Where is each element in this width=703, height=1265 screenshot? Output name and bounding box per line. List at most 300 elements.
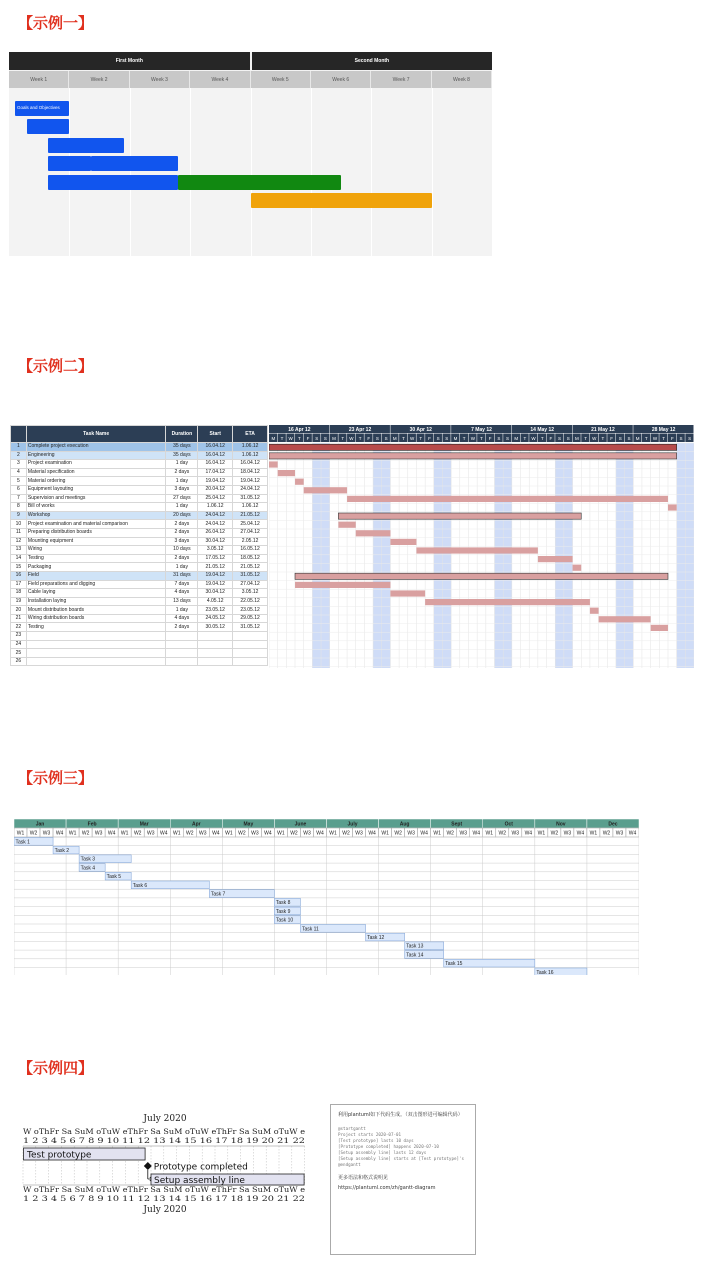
table-cell: 8	[11, 503, 27, 512]
weekend-column	[685, 443, 694, 668]
table-cell: 20.04.12	[198, 485, 233, 494]
day-letter: S	[323, 436, 327, 441]
week-label: W1	[433, 830, 441, 837]
month-label: May	[243, 821, 254, 828]
week-label: W1	[120, 830, 129, 837]
table-row[interactable]	[11, 511, 268, 520]
table-cell: 2 days	[166, 554, 198, 563]
table-row[interactable]	[11, 468, 268, 477]
week-label: W2	[602, 830, 611, 837]
task-bar	[15, 101, 69, 116]
table-cell: 21.05.12	[198, 563, 233, 572]
table-cell: 2	[11, 451, 27, 460]
table-cell: 31.05.12	[233, 494, 268, 503]
table-cell: Field	[26, 571, 166, 580]
table-cell: 3	[11, 460, 27, 469]
table-cell: 24.05.12	[198, 614, 233, 623]
table-row[interactable]	[11, 589, 268, 598]
table-cell: 3 days	[166, 485, 198, 494]
table-cell	[198, 632, 233, 641]
day-letter: F	[367, 436, 371, 441]
task-bar	[416, 547, 537, 553]
day-letter: S	[497, 436, 501, 441]
week-label: W2	[238, 830, 246, 837]
table-row[interactable]	[11, 520, 268, 529]
day-letter: M	[453, 436, 458, 441]
week-label: W2	[394, 830, 402, 837]
task-label: Task 2	[54, 848, 70, 854]
table-cell: 6	[11, 485, 27, 494]
table-cell: 25.04.12	[198, 494, 233, 503]
table-cell: 16	[11, 571, 27, 580]
table-cell: 18.05.12	[233, 554, 268, 563]
table-cell: 4	[11, 468, 27, 477]
grid-line	[190, 88, 191, 256]
week-label: W4	[472, 830, 480, 837]
table-cell: 17.05.12	[198, 554, 233, 563]
day-letter: M	[575, 436, 579, 441]
table-row[interactable]	[11, 546, 268, 555]
code-box	[330, 1104, 476, 1255]
week-header: Week 7	[371, 71, 431, 88]
code-box-link[interactable]: https://plantuml.com/zh/gantt-diagram	[338, 1185, 436, 1191]
table-row[interactable]	[11, 485, 268, 494]
table-cell: 27.04.12	[233, 528, 268, 537]
day-letter: F	[670, 436, 674, 441]
table-cell	[26, 649, 166, 658]
table-cell: 1 day	[166, 477, 198, 486]
table-cell: 24.04.12	[198, 511, 233, 520]
table-cell: 7	[11, 494, 27, 503]
table-cell: 22.05.12	[233, 597, 268, 606]
table-cell	[233, 632, 268, 641]
task-bar	[278, 470, 295, 476]
week-label: 30 Apr 12	[409, 427, 432, 433]
task-bar	[251, 193, 432, 208]
task-label: Task 14	[406, 952, 424, 959]
table-cell	[166, 657, 198, 666]
table-cell: 5	[11, 477, 27, 486]
task-bar	[91, 156, 179, 171]
table-row[interactable]	[11, 597, 268, 606]
table-cell: 25	[11, 649, 27, 658]
task-label: Task 6	[132, 882, 148, 889]
week-label: W3	[251, 830, 259, 837]
table-cell: 19.04.12	[198, 571, 233, 580]
gantt-example-3	[14, 819, 639, 975]
week-label: 21 May 12	[591, 427, 615, 433]
week-label: W1	[381, 830, 389, 837]
week-label: W3	[355, 830, 363, 837]
section-title-2: 【示例二】	[18, 357, 94, 375]
grid-line	[130, 88, 131, 256]
day-letter: F	[488, 436, 492, 441]
task-label: Task 7	[210, 891, 226, 898]
week-label: W4	[55, 830, 64, 837]
table-cell	[198, 649, 233, 658]
week-label: W4	[212, 830, 220, 837]
week-header: Week 5	[251, 71, 311, 88]
table-row[interactable]	[11, 451, 268, 460]
section-title-4: 【示例四】	[18, 1059, 94, 1077]
day-letter: T	[280, 436, 284, 441]
table-row[interactable]	[11, 460, 268, 469]
day-letter: F	[610, 436, 613, 441]
table-cell: 17.04.12	[198, 468, 233, 477]
week-label: W3	[407, 830, 415, 837]
day-letter: S	[679, 436, 683, 441]
month-label: June	[294, 821, 307, 828]
day-letter: M	[635, 436, 640, 441]
day-letter: M	[392, 436, 397, 441]
table-cell: 16.04.12	[198, 460, 233, 469]
day-letter: M	[271, 436, 276, 441]
table-cell: 2 days	[166, 468, 198, 477]
week-label: W3	[459, 830, 467, 837]
gantt-example-1	[9, 52, 492, 256]
table-cell: 22	[11, 623, 27, 632]
month-label: July	[347, 821, 358, 828]
table-row[interactable]	[11, 614, 268, 623]
table-cell: Complete project execution	[26, 443, 166, 452]
table-header: ETA	[233, 426, 268, 443]
day-letter: T	[601, 436, 605, 441]
day-letter: F	[428, 436, 431, 441]
day-numbers-bottom: 1 2 3 4 5 6 7 8 9 10 11 12 13 14 15 16 17 18 19 20 21 22	[23, 1195, 305, 1203]
table-header: Start	[198, 426, 233, 443]
week-label: W2	[290, 830, 298, 837]
month-label: Aug	[399, 821, 410, 828]
week-header: Week 6	[311, 71, 371, 88]
task-label: Task 3	[80, 856, 96, 863]
task-label: Task 15	[445, 961, 463, 968]
day-letter: F	[549, 436, 553, 441]
table-cell: 30.05.12	[198, 623, 233, 632]
table-row[interactable]	[11, 632, 268, 641]
day-letter: F	[306, 436, 310, 441]
month-label: Dec	[608, 821, 618, 828]
table-cell: 1	[11, 443, 27, 452]
table-cell: 19.04.12	[198, 477, 233, 486]
weekend-column	[503, 443, 512, 668]
day-letter: W	[531, 436, 536, 441]
table-cell	[198, 657, 233, 666]
grid-line	[371, 88, 372, 256]
task-label: Task 1	[15, 839, 30, 846]
table-cell: 20 days	[166, 511, 198, 520]
week-label: W2	[550, 830, 559, 837]
table-cell: Mount distribution boards	[26, 606, 166, 615]
table-cell: 9	[11, 511, 27, 520]
day-letter: S	[375, 436, 379, 441]
week-label: 16 Apr 12	[288, 427, 311, 433]
week-label: W3	[615, 830, 624, 837]
table-cell: 21	[11, 614, 27, 623]
table-cell	[26, 657, 166, 666]
table-cell: Wiring	[26, 546, 166, 555]
week-label: W2	[133, 830, 142, 837]
task-table	[10, 425, 268, 666]
table-cell	[233, 649, 268, 658]
task-bar	[178, 175, 341, 190]
table-cell: 31.05.12	[233, 623, 268, 632]
day-letter: T	[584, 436, 587, 441]
table-row[interactable]	[11, 571, 268, 580]
table-cell: 1.06.12	[233, 451, 268, 460]
table-cell: 19	[11, 597, 27, 606]
table-cell: 11	[11, 528, 27, 537]
table-cell: 12	[11, 537, 27, 546]
table-cell: 4 days	[166, 589, 198, 598]
day-letter: T	[462, 436, 466, 441]
week-label: 14 May 12	[530, 427, 555, 433]
table-cell: 7 days	[166, 580, 198, 589]
table-cell: 21.05.12	[233, 563, 268, 572]
week-label: W2	[342, 830, 350, 837]
table-cell: 23.05.12	[233, 606, 268, 615]
month-label: Mar	[139, 821, 149, 828]
week-label: W4	[264, 830, 272, 837]
day-letter: M	[332, 436, 336, 441]
table-cell: 19.04.12	[198, 580, 233, 589]
table-cell: 2 days	[166, 623, 198, 632]
day-numbers-top: 1 2 3 4 5 6 7 8 9 10 11 12 13 14 15 16 17 18 19 20 21 22	[23, 1137, 305, 1145]
table-cell: Cable laying	[26, 589, 166, 598]
table-cell: Material specification	[26, 468, 166, 477]
task-bar	[48, 175, 178, 190]
day-letter: S	[315, 436, 319, 441]
week-label: W2	[81, 830, 90, 837]
table-row[interactable]	[11, 640, 268, 649]
day-letter: S	[506, 436, 510, 441]
table-cell	[166, 640, 198, 649]
week-label: W3	[199, 830, 207, 837]
task-label: Task 5	[106, 874, 122, 881]
table-cell: 1.06.12	[233, 503, 268, 512]
table-cell: 2.05.12	[233, 537, 268, 546]
grid-line	[432, 88, 433, 256]
table-row[interactable]	[11, 494, 268, 503]
table-cell: 30.04.12	[198, 589, 233, 598]
table-cell: 24.04.12	[233, 485, 268, 494]
week-label: W1	[16, 830, 25, 837]
task-bar	[599, 616, 651, 622]
table-cell: 4.05.12	[198, 597, 233, 606]
month-label-bottom: July 2020	[143, 1205, 187, 1215]
day-letter: M	[514, 436, 519, 441]
code-snippet: @startgantt Project starts 2020-07-01 [Test prototype] lasts 10 days [Prototype completed] happens 2020-07-10 [Setup assembly line] lasts 12 days [Setup assembly line] starts at [Test prototype]'s @endgantt	[338, 1126, 465, 1167]
table-cell: 21.05.12	[233, 511, 268, 520]
weekend-column	[564, 443, 573, 668]
table-cell: 23	[11, 632, 27, 641]
task-label: Task 4	[80, 865, 96, 872]
week-label: W2	[498, 830, 507, 837]
table-row[interactable]	[11, 623, 268, 632]
table-cell: Engineering	[26, 451, 166, 460]
task-bar	[295, 573, 668, 579]
week-label: W1	[173, 830, 181, 837]
day-letter: T	[297, 436, 301, 441]
week-label: W3	[303, 830, 311, 837]
table-cell: 1.06.12	[198, 503, 233, 512]
week-label: W4	[576, 830, 585, 837]
task-bar	[295, 479, 304, 485]
week-label: 7 May 12	[471, 427, 492, 433]
table-cell: 31.05.12	[233, 571, 268, 580]
table-cell: Field preparations and digging	[26, 580, 166, 589]
day-letter: S	[627, 436, 631, 441]
table-cell: 26	[11, 657, 27, 666]
task-bar	[425, 599, 590, 605]
day-letter: T	[540, 436, 544, 441]
table-row[interactable]	[11, 657, 268, 666]
table-cell: 27 days	[166, 494, 198, 503]
table-cell	[166, 632, 198, 641]
week-label: W4	[107, 830, 116, 837]
table-cell: 26.04.12	[198, 528, 233, 537]
weekend-column	[677, 443, 686, 668]
month-label: Oct	[504, 821, 513, 828]
task-bar	[390, 539, 416, 545]
table-cell: 2 days	[166, 520, 198, 529]
table-row[interactable]	[11, 528, 268, 537]
table-row[interactable]	[11, 443, 268, 452]
code-box-more: 更多语法和格式说明见	[338, 1175, 389, 1181]
table-row[interactable]	[11, 537, 268, 546]
day-letters-top: W oThFr Sa SuM oTuW eThFr Sa SuM oTuW eThFr Sa SuM oTuW e	[23, 1128, 305, 1136]
week-label: W4	[159, 830, 168, 837]
milestone-label: Prototype completed	[153, 1162, 248, 1173]
table-row[interactable]	[11, 503, 268, 512]
week-header: Week 4	[190, 71, 250, 88]
table-cell	[233, 640, 268, 649]
table-row[interactable]	[11, 563, 268, 572]
table-cell: 10 days	[166, 546, 198, 555]
month-label: Jan	[35, 821, 45, 828]
table-cell: Workshop	[26, 511, 166, 520]
table-cell: 19.04.12	[233, 477, 268, 486]
task-label: Task 13	[406, 943, 424, 950]
table-cell: 1 day	[166, 563, 198, 572]
weekend-column	[625, 443, 634, 668]
weekend-column	[495, 443, 504, 668]
week-label: W2	[186, 830, 194, 837]
section-title-3: 【示例三】	[18, 769, 94, 787]
month-label-top: July 2020	[143, 1114, 187, 1124]
task-bar	[573, 565, 582, 571]
task-bar-label: Goals and Objectives	[17, 105, 60, 110]
table-cell: 18.04.12	[233, 468, 268, 477]
table-cell: 23.05.12	[198, 606, 233, 615]
day-letter: W	[652, 436, 658, 441]
grid-line	[69, 88, 70, 256]
table-cell: 10	[11, 520, 27, 529]
table-cell: 13	[11, 546, 27, 555]
table-cell: 31 days	[166, 571, 198, 580]
task-bar	[269, 461, 278, 467]
week-header: Week 2	[69, 71, 129, 88]
week-label: W2	[29, 830, 38, 837]
table-row[interactable]	[11, 649, 268, 658]
day-letter: S	[618, 436, 622, 441]
day-letter: W	[349, 436, 354, 441]
task-bar	[347, 496, 668, 502]
week-label: W1	[589, 830, 598, 837]
week-label: W1	[68, 830, 77, 837]
task-label: Task 12	[367, 935, 385, 941]
table-cell: Project examination	[26, 460, 166, 469]
day-letter: W	[288, 436, 293, 441]
code-box-title: 利用plantuml如下代码生成。（双击图形进可编辑代码）	[338, 1112, 463, 1118]
table-cell: 16.04.12	[198, 443, 233, 452]
week-label: W4	[420, 830, 428, 837]
table-row[interactable]	[11, 606, 268, 615]
table-cell: 3.05.12	[233, 589, 268, 598]
table-cell: 1 day	[166, 606, 198, 615]
day-letter: T	[341, 436, 345, 441]
task-bar	[27, 119, 69, 134]
task-bar	[269, 453, 677, 459]
week-label: W4	[316, 830, 324, 837]
table-cell: Packaging	[26, 563, 166, 572]
task-bar	[668, 504, 677, 510]
table-cell: Equipment layouting	[26, 485, 166, 494]
table-cell: Testing	[26, 554, 166, 563]
day-letter: S	[566, 436, 570, 441]
day-letters-bottom: W oThFr Sa SuM oTuW eThFr Sa SuM oTuW eThFr Sa SuM oTuW e	[23, 1186, 305, 1194]
week-label: W4	[524, 830, 533, 837]
table-cell	[198, 640, 233, 649]
task-label: Setup assembly line	[154, 1176, 245, 1186]
day-letter: T	[480, 436, 483, 441]
task-bar	[590, 608, 599, 614]
month-header: First Month	[9, 52, 250, 70]
table-row[interactable]	[11, 580, 268, 589]
weekend-column	[312, 443, 321, 668]
day-letter: S	[688, 436, 692, 441]
table-row[interactable]	[11, 477, 268, 486]
weekend-column	[382, 443, 391, 668]
table-cell: 20	[11, 606, 27, 615]
month-label: Apr	[191, 821, 201, 828]
week-label: W3	[94, 830, 103, 837]
table-cell: Material ordering	[26, 477, 166, 486]
table-cell: Installation laying	[26, 597, 166, 606]
week-label: W4	[368, 830, 376, 837]
task-bar	[338, 513, 581, 519]
weekend-column	[616, 443, 625, 668]
gantt-example-2	[10, 425, 694, 668]
table-row[interactable]	[11, 554, 268, 563]
month-label: Sept	[451, 821, 463, 828]
week-label: 28 May 12	[651, 427, 676, 433]
table-cell	[26, 640, 166, 649]
table-cell: 25.04.12	[233, 520, 268, 529]
task-label: Task 9	[275, 908, 291, 915]
table-cell: 14	[11, 554, 27, 563]
milestone-diamond	[144, 1162, 152, 1170]
task-bar	[651, 625, 668, 631]
weekend-column	[373, 443, 382, 668]
table-cell: Preparing distribution boards	[26, 528, 166, 537]
task-bar	[48, 156, 90, 171]
day-letter: T	[523, 436, 527, 441]
table-cell: 17	[11, 580, 27, 589]
day-letter: T	[644, 436, 648, 441]
grid-line	[251, 88, 252, 256]
weekend-column	[442, 443, 451, 668]
grid-line	[311, 88, 312, 256]
